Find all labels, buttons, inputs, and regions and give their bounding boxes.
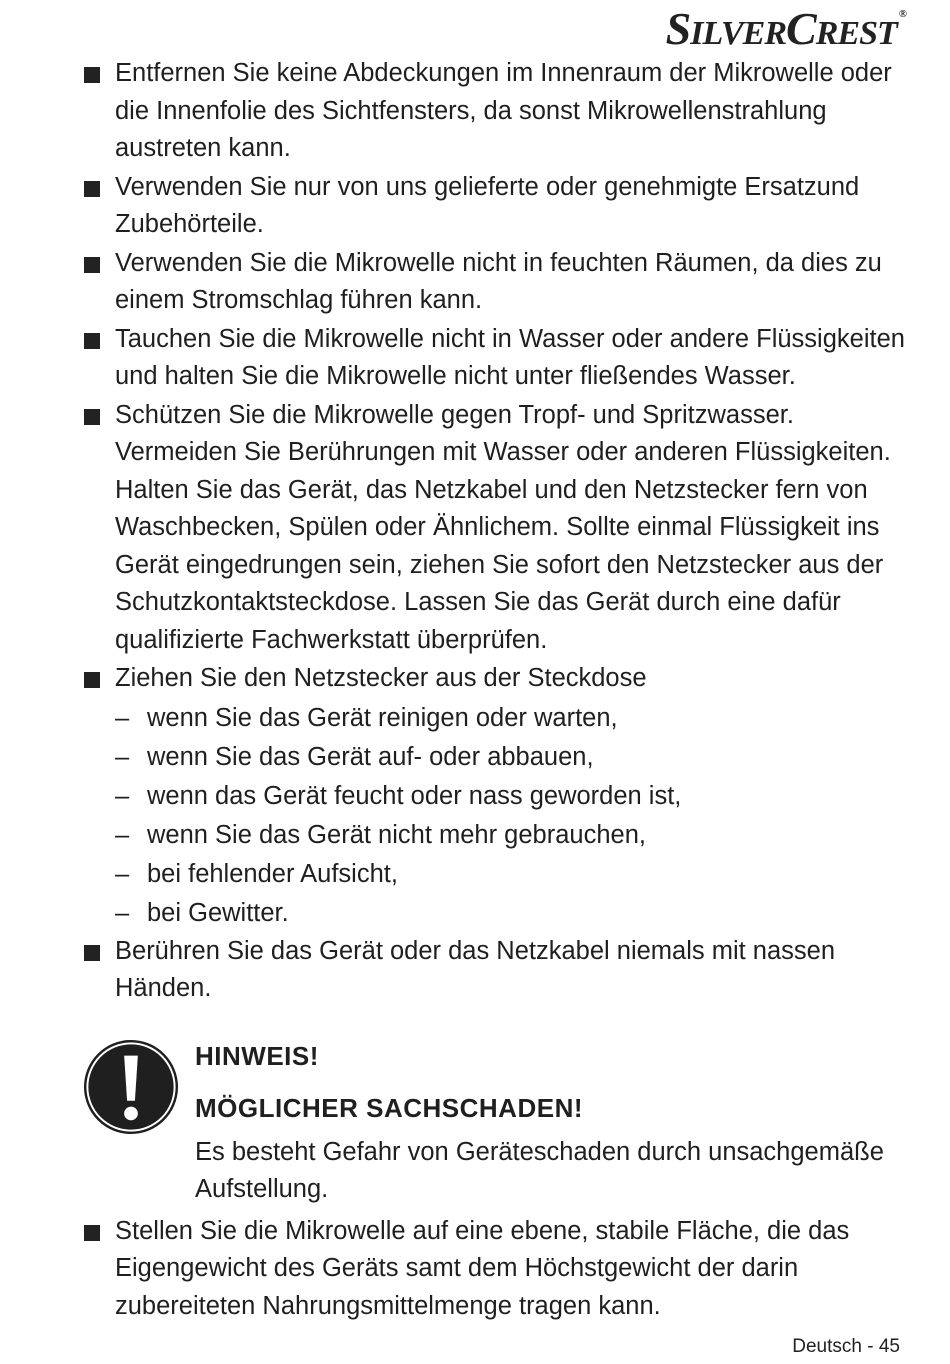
notice-box <box>82 1030 912 1209</box>
page-content <box>82 55 912 1326</box>
list-item <box>82 55 912 168</box>
square-bullet-icon <box>84 181 100 197</box>
item-text: Entfernen Sie keine Abdeckungen im Innenraum der Mikrowelle oder die Innenfolie des Sichtfensters, da sonst Mikrowellenstrahlung austreten kann. <box>115 59 892 162</box>
notice-text: Es besteht Gefahr von Geräteschaden durch unsachgemäße Aufstellung. <box>195 1137 884 1203</box>
dash-symbol: – <box>115 820 130 849</box>
item-text: Stellen Sie die Mikrowelle auf eine ebene, stabile Fläche, die das Eigengewicht des Geräts samt dem Höchstgewicht der darin zubereiteten Nahrungsmittelmenge tragen kann. <box>115 1216 850 1320</box>
dash-list <box>82 699 912 933</box>
dash-item-text: bei Gewitter. <box>147 898 289 927</box>
dash-item-text: wenn Sie das Gerät reinigen oder warten, <box>147 703 618 732</box>
list-item <box>82 169 912 244</box>
list-item <box>82 321 912 396</box>
notice-subtitle: MÖGLICHER SACHSCHADEN! <box>195 1092 583 1123</box>
list-item <box>82 933 912 1008</box>
list-item <box>82 245 912 320</box>
list-item <box>82 660 912 698</box>
dash-symbol: – <box>115 859 130 888</box>
square-bullet-icon <box>84 1225 100 1241</box>
square-bullet-icon <box>84 257 100 273</box>
dash-item-text: wenn Sie das Gerät auf- oder abbauen, <box>147 742 594 771</box>
dash-item-text: wenn Sie das Gerät nicht mehr gebrauchen, <box>147 820 646 849</box>
dash-list-item <box>82 816 912 855</box>
square-bullet-icon <box>84 67 100 83</box>
square-bullet-icon <box>84 409 100 425</box>
item-text: Ziehen Sie den Netzstecker aus der Steckdose <box>115 664 647 692</box>
dash-list-item <box>82 894 912 933</box>
dash-item-text: bei fehlender Aufsicht, <box>147 859 398 888</box>
list-item <box>82 1213 912 1326</box>
exclamation-icon <box>82 1038 180 1136</box>
square-bullet-icon <box>84 333 100 349</box>
square-bullet-icon <box>84 945 100 961</box>
dash-list-item <box>82 738 912 777</box>
brand-logo <box>666 2 906 55</box>
item-text: Verwenden Sie die Mikrowelle nicht in feuchten Räumen, da dies zu einem Stromschlag führen kann. <box>115 248 882 314</box>
notice-title: HINWEIS! <box>195 1040 319 1071</box>
page-footer: Deutsch - 45 <box>792 1336 900 1357</box>
dash-list-item <box>82 855 912 894</box>
dash-list-item <box>82 777 912 816</box>
dash-symbol: – <box>115 742 130 771</box>
item-text: Berühren Sie das Gerät oder das Netzkabel niemals mit nassen Händen. <box>115 936 836 1002</box>
dash-list-item <box>82 699 912 738</box>
logo-letter-s: S <box>665 3 691 54</box>
logo-letter-c: C <box>786 3 816 54</box>
item-text: Schützen Sie die Mikrowelle gegen Tropf- und Spritzwasser. Vermeiden Sie Berührungen mit Wasser oder anderen Flüssigkeiten. Halten Sie das Gerät, das Netzkabel und den Netzstecker fern von Waschbecken, Spülen oder Ähnlichem. Sollte einmal Flüssigkeit ins Gerät eingedrungen sein, ziehen Sie sofort den Netzstecker aus der Schutzkontaktsteckdose. Lassen Sie das Gerät durch eine dafür qualifizierte Fachwerkstatt überprüfen. <box>115 400 891 654</box>
logo-ilver: ILVER <box>690 15 787 52</box>
dash-symbol: – <box>115 898 130 927</box>
registered-mark: ® <box>898 8 906 20</box>
item-text: Tauchen Sie die Mikrowelle nicht in Wasser oder andere Flüssigkeiten und halten Sie die Mikrowelle nicht unter fließendes Wasser. <box>115 324 905 390</box>
item-text: Verwenden Sie nur von uns gelieferte oder genehmigte Ersatzund Zubehörteile. <box>115 172 860 238</box>
square-bullet-icon <box>84 672 100 688</box>
list-item <box>82 397 912 660</box>
logo-rest: REST <box>815 15 897 52</box>
dash-item-text: wenn das Gerät feucht oder nass geworden ist, <box>147 781 682 810</box>
dash-symbol: – <box>115 703 130 732</box>
dash-symbol: – <box>115 781 130 810</box>
